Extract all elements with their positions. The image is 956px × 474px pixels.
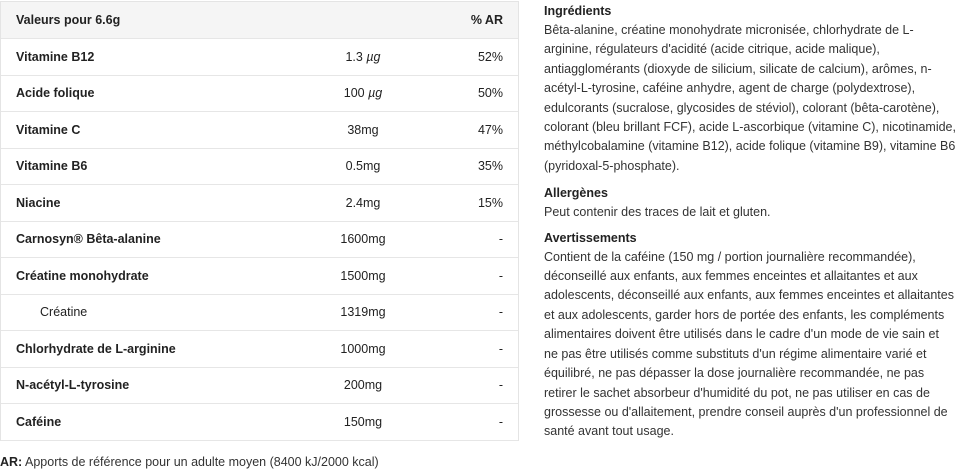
product-details [544, 4, 956, 442]
ar-footnote [0, 455, 379, 469]
amount-unit: µg [366, 49, 381, 64]
row-name: Caféine [16, 414, 62, 429]
row-amount: 1000mg [340, 341, 386, 356]
row-ar: 35% [477, 159, 503, 174]
allergens-section [544, 186, 956, 222]
table-row [1, 258, 518, 295]
row-name: Carnosyn® Bêta-alanine [16, 232, 161, 247]
row-name: Créatine [40, 305, 88, 320]
row-name: Niacine [16, 195, 61, 210]
nutrition-table [0, 1, 519, 441]
allergens-title: Allergènes [544, 186, 608, 201]
amount-number: 100 [343, 86, 369, 101]
row-amount: 1319mg [340, 305, 386, 320]
table-row [1, 222, 518, 259]
row-amount: 200mg [343, 378, 383, 393]
ingredients-text: Bêta-alanine, créatine monohydrate micronisée, chlorhydrate de L-arginine, régulateurs d'acidité (acide citrique, acide malique), antiagglomérants (dioxyde de silicium, silicate de calcium), arômes, n-acétyl-L-tyrosine, caféine anhydre, agent de charge (polydextrose), edulcorants (sucralose, glycosides de stéviol), colorant (bêta-carotène), colorant (bleu brillant FCF), acide L-ascorbique (vitamine C), nicotinamide, méthylcobalamine (vitamine B12), acide folique (vitamine B9), vitamine B6 (pyridoxal-5-phosphate). [544, 23, 956, 173]
row-name: Vitamine C [16, 122, 81, 137]
warnings-title: Avertissements [544, 230, 637, 245]
table-row [1, 331, 518, 368]
table-row [1, 76, 518, 113]
row-amount: 1500mg [340, 268, 386, 283]
row-name: Acide folique [16, 86, 95, 101]
row-name: N-acétyl-L-tyrosine [16, 378, 130, 393]
ingredients-title: Ingrédients [544, 4, 612, 18]
warnings-text: Contient de la caféine (150 mg / portion journalière recommandée), déconseillé aux enfants, aux femmes enceintes et allaitantes et aux adolescents, déconseillé aux enfants, aux femmes enceintes et allaitantes et aux adolescents, garder hors de portée des enfants, les compléments alimentaires doivent être utilisés dans le cadre d'un mode de vie sain et ne pas être utilisés comme substituts d'un régime alimentaire varié et équilibré, ne pas dépasser la dose journalière recommandée, ne pas retirer le sachet absorbeur d'humidité du pot, ne pas utiliser en cas de grossesse ou d'allaitement, prendre conseil auprès d'un professionnel de santé avant tout usage. [544, 249, 954, 439]
header-ar: % AR [470, 13, 503, 27]
row-ar: 52% [477, 49, 503, 64]
row-name: Créatine monohydrate [16, 268, 149, 283]
amount-unit: µg [368, 86, 383, 101]
row-name: Vitamine B6 [16, 159, 88, 174]
amount-number: 1.3 [345, 49, 367, 64]
row-ar: 47% [477, 122, 503, 137]
row-name: Chlorhydrate de L-arginine [16, 341, 176, 356]
row-ar: 50% [477, 86, 503, 101]
row-amount: 150mg [343, 414, 383, 429]
row-amount: 2.4mg [345, 195, 381, 210]
footnote-text: Apports de référence pour un adulte moyen (8400 kJ/2000 kcal) [22, 455, 379, 469]
row-amount: 38mg [347, 122, 379, 137]
header-name: Valeurs pour 6.6g [16, 13, 121, 27]
row-amount [301, 86, 425, 100]
table-row [1, 404, 518, 441]
row-ar: - [498, 414, 503, 429]
warnings-section [544, 231, 956, 442]
table-row-sub [1, 295, 518, 332]
table-row [1, 185, 518, 222]
ingredients-section [544, 4, 956, 176]
table-row [1, 368, 518, 405]
table-row [1, 149, 518, 186]
table-row [1, 39, 518, 76]
row-amount: 0.5mg [345, 159, 381, 174]
row-ar: 15% [477, 195, 503, 210]
allergens-text: Peut contenir des traces de lait et gluten. [544, 205, 771, 220]
table-header [1, 2, 518, 39]
footnote-label: AR: [0, 455, 23, 469]
row-amount: 1600mg [340, 232, 386, 247]
row-ar: - [498, 268, 503, 283]
row-ar: - [498, 305, 503, 320]
row-ar: - [498, 378, 503, 393]
row-name: Vitamine B12 [16, 49, 95, 64]
table-row [1, 112, 518, 149]
row-amount [301, 50, 425, 64]
row-ar: - [498, 341, 503, 356]
row-ar: - [498, 232, 503, 247]
